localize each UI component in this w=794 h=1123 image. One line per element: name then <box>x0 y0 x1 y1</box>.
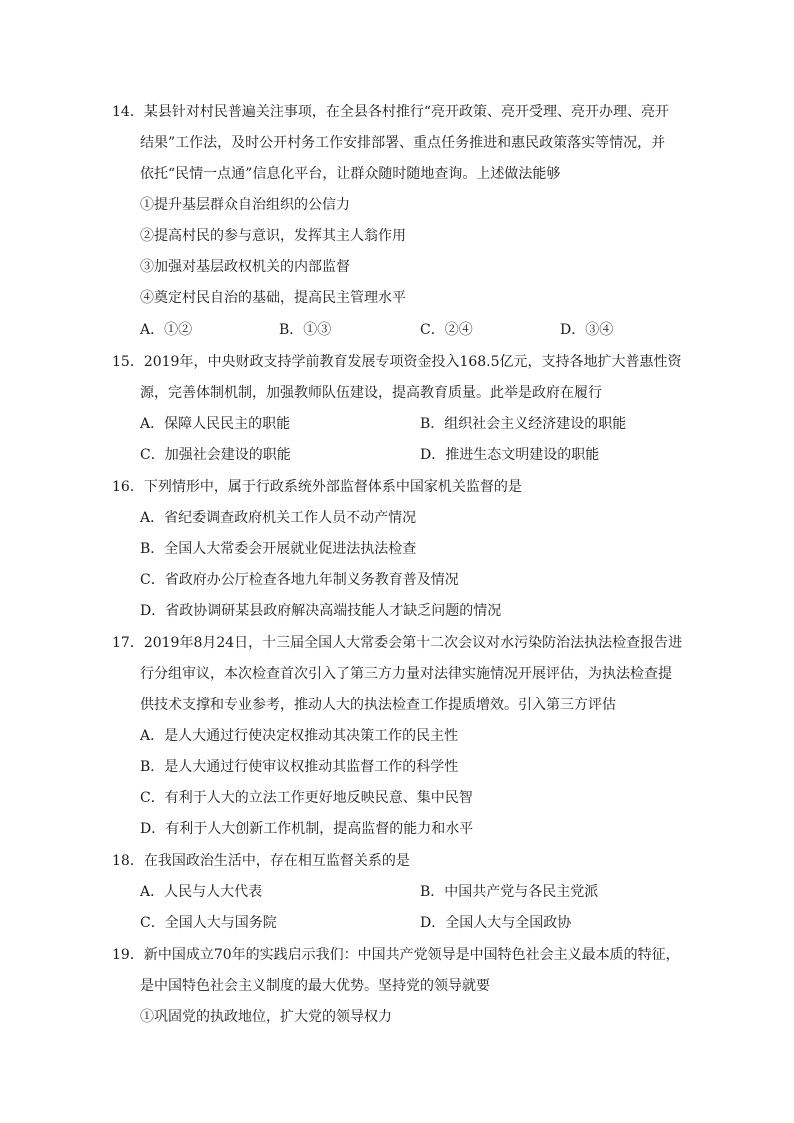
question-18-option-d: D．全国人大与全国政协 <box>420 915 572 931</box>
question-14-statement-4: ④奠定村民自治的基础，提高民主管理水平 <box>140 290 406 306</box>
question-16-option-b: B．全国人大常委会开展就业促进法执法检查 <box>140 541 417 557</box>
question-19-line-2: 是中国特色社会主义制度的最大优势。坚持党的领导就要 <box>140 978 490 994</box>
question-18-option-b: B．中国共产党与各民主党派 <box>420 884 599 900</box>
question-14-option-b: B．①③ <box>279 322 332 338</box>
question-15-option-a: A．保障人民民主的职能 <box>140 416 291 432</box>
question-number: 15． <box>112 354 144 370</box>
question-14-line-1 <box>112 102 669 122</box>
question-15-line-1 <box>112 352 682 372</box>
question-number: 17． <box>112 635 144 651</box>
question-number: 16． <box>112 479 144 495</box>
question-14-option-a: A．①② <box>140 322 193 338</box>
question-18-option-c: C．全国人大与国务院 <box>140 915 277 931</box>
question-14-line-2: 结果”工作法，及时公开村务工作安排部署、重点任务推进和惠民政策落实等情况，并 <box>140 135 666 151</box>
question-16-option-d: D．省政协调研某县政府解决高端技能人才缺乏问题的情况 <box>140 603 502 619</box>
question-14-option-c: C．②④ <box>420 322 473 338</box>
question-18-line-1 <box>112 851 410 871</box>
question-number: 19． <box>112 947 144 963</box>
question-number: 14． <box>112 104 144 120</box>
question-15-option-d: D．推进生态文明建设的职能 <box>420 447 600 463</box>
question-17-option-d: D．有利于人大创新工作机制，提高监督的能力和水平 <box>140 821 474 837</box>
question-17-option-c: C．有利于人大的立法工作更好地反映民意、集中民智 <box>140 790 473 806</box>
question-19-statement-1: ①巩固党的执政地位，扩大党的领导权力 <box>140 1009 392 1025</box>
question-14-statement-1: ①提升基层群众自治组织的公信力 <box>140 197 350 213</box>
question-stem-text: 在我国政治生活中，存在相互监督关系的是 <box>143 853 410 869</box>
question-number: 18． <box>112 853 144 869</box>
question-14-option-d: D．③④ <box>560 322 614 338</box>
question-stem-text: 某县针对村民普遍关注事项，在全县各村推行“亮开政策、亮开受理、亮开办理、亮开 <box>143 104 669 120</box>
question-14-statement-3: ③加强对基层政权机关的内部监督 <box>140 259 350 275</box>
question-stem-text: 下列情形中，属于行政系统外部监督体系中国家机关监督的是 <box>143 479 522 495</box>
question-stem-text: 2019年，中央财政支持学前教育发展专项资金投入168.5亿元，支持各地扩大普惠性资 <box>143 354 682 370</box>
question-19-line-1 <box>112 945 680 965</box>
question-stem-text: 新中国成立70年的实践启示我们：中国共产党领导是中国特色社会主义最本质的特征， <box>143 947 680 963</box>
question-15-line-2: 源，完善体制机制，加强教师队伍建设，提高教育质量。此举是政府在履行 <box>140 385 602 401</box>
question-17-option-a: A．是人大通过行使决定权推动其决策工作的民主性 <box>140 728 459 744</box>
question-18-option-a: A．人民与人大代表 <box>140 884 263 900</box>
question-16-option-c: C．省政府办公厅检查各地九年制义务教育普及情况 <box>140 572 459 588</box>
question-16-line-1 <box>112 477 522 497</box>
question-15-option-c: C．加强社会建设的职能 <box>140 447 291 463</box>
question-17-line-1 <box>112 633 682 653</box>
question-14-statement-2: ②提高村民的参与意识，发挥其主人翁作用 <box>140 228 406 244</box>
question-17-option-b: B．是人大通过行使审议权推动其监督工作的科学性 <box>140 759 459 775</box>
question-16-option-a: A．省纪委调查政府机关工作人员不动产情况 <box>140 510 417 526</box>
question-stem-text: 2019年8月24日，十三届全国人大常委会第十二次会议对水污染防治法执法检查报告进 <box>143 635 683 651</box>
question-14-line-3: 依托“民情一点通”信息化平台，让群众随时随地查询。上述做法能够 <box>140 166 561 182</box>
question-17-line-3: 供技术支撑和专业参考，推动人大的执法检查工作提质增效。引入第三方评估 <box>140 697 616 713</box>
question-17-line-2: 行分组审议，本次检查首次引入了第三方力量对法律实施情况开展评估，为执法检查提 <box>140 666 672 682</box>
question-15-option-b: B．组织社会主义经济建设的职能 <box>420 416 627 432</box>
